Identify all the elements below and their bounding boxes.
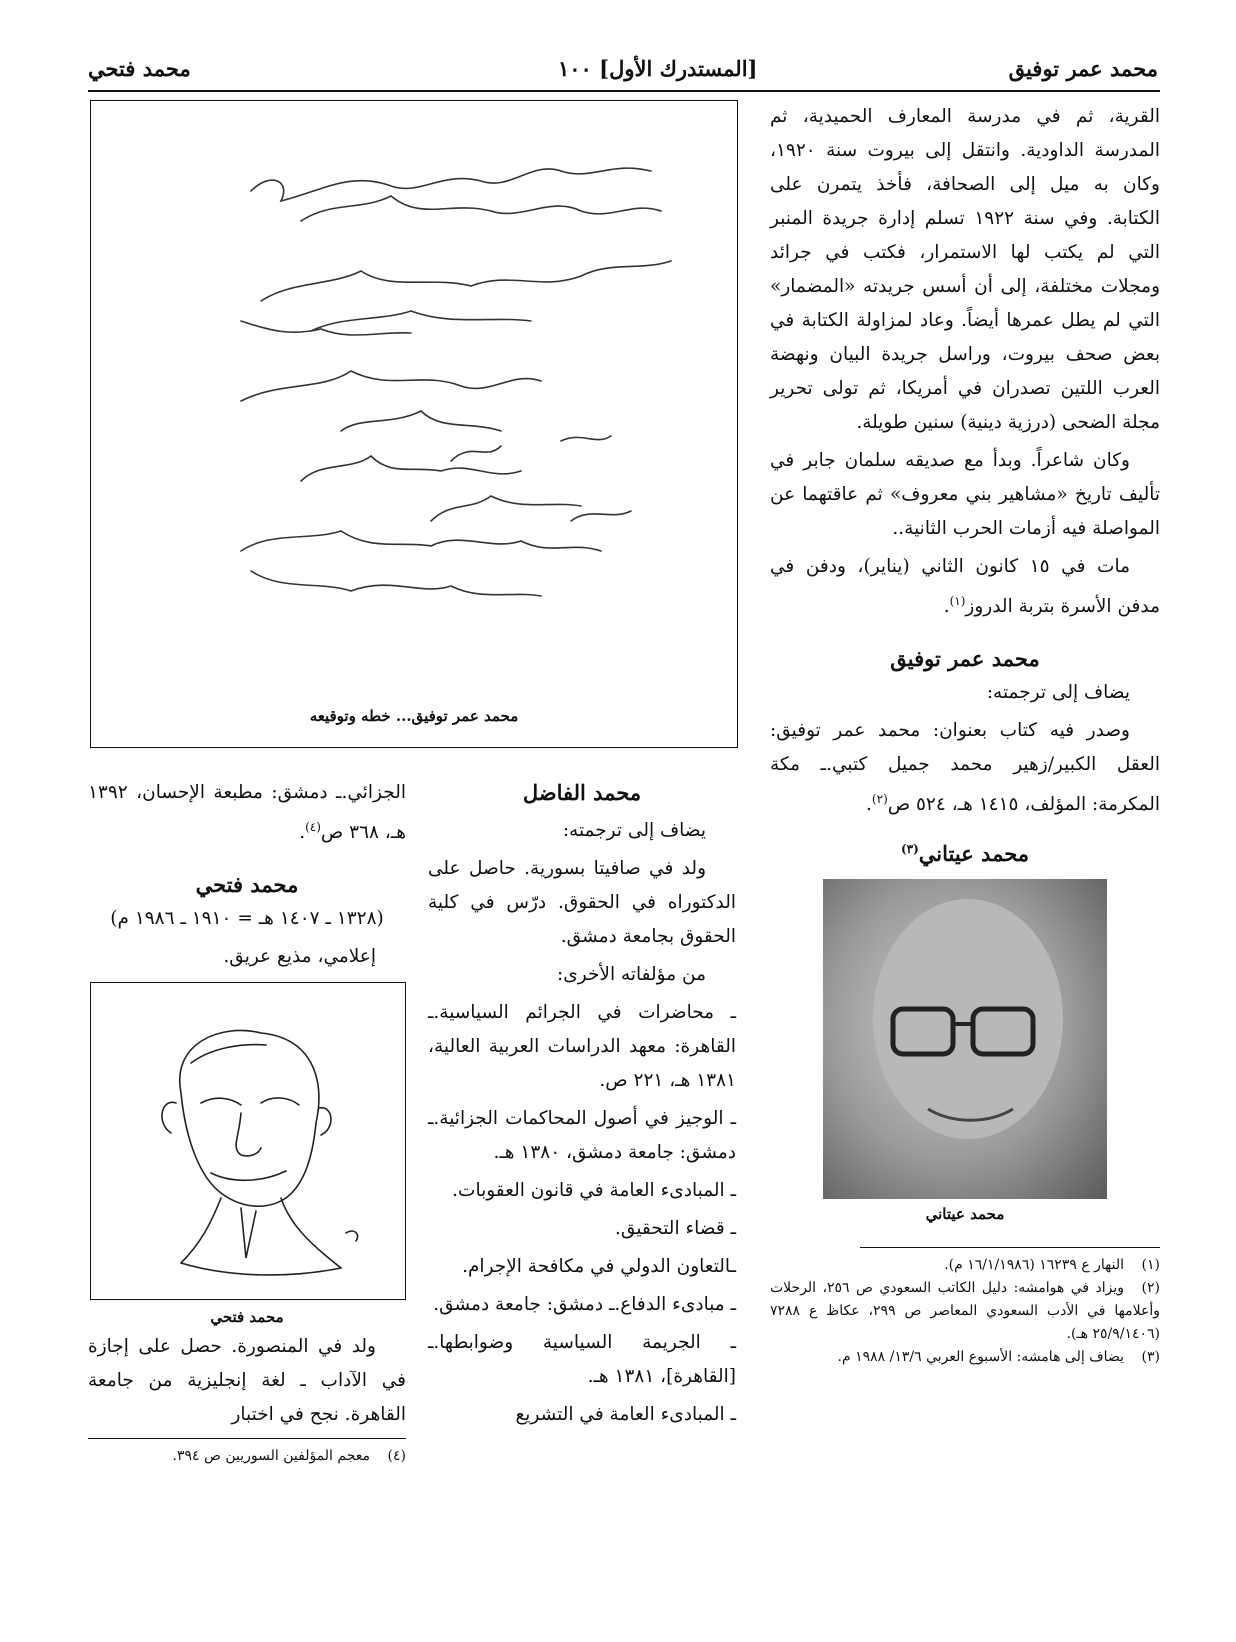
left-continuation: الجزائي.ـ دمشق: مطبعة الإحسان، ١٣٩٢ هـ، ٣٦٨ ص$^{(٤)}$.: [88, 782, 406, 844]
itani-photo-caption: محمد عيتاني: [925, 1205, 1005, 1224]
section-title-fadil: محمد الفاضل: [522, 780, 642, 805]
fadil-work-3: ـ المبادىء العامة في قانون العقوبات.: [452, 1180, 736, 1201]
right-column: [770, 100, 1160, 1369]
section-title-tawfiq: محمد عمر توفيق: [890, 646, 1040, 672]
footnote-ref-1: (١): [949, 594, 966, 608]
footnote-3: (٣)يضاف إلى هامشه: الأسبوع العربي ١٣/٦/ ١٩٨٨ م.: [837, 1349, 1160, 1366]
fathi-sketch-caption: محمد فتحي: [210, 1308, 284, 1327]
section-title-fathi: محمد فتحي: [195, 872, 299, 898]
fadil-work-4: ـ قضاء التحقيق.: [615, 1218, 736, 1239]
handwriting-caption: محمد عمر توفيق... خطه وتوقيعه: [309, 707, 519, 725]
header-volume-page: [المستدرك الأول] ١٠٠: [558, 56, 758, 81]
footnote-1: (١)النهار ع ١٦٢٣٩ (١٦/١/١٩٨٦ م).: [944, 1257, 1160, 1274]
left-column: [88, 776, 406, 1468]
page-header: [88, 56, 1158, 90]
itani-photo: [823, 879, 1107, 1199]
header-rule: [88, 90, 1160, 92]
fathi-dates: (١٣٢٨ ـ ١٤٠٧ هـ = ١٩١٠ ـ ١٩٨٦ م): [110, 908, 384, 930]
fadil-work-2: ـ الوجيز في أصول المحاكمات الجزائية.ـ دمشق: جامعة دمشق، ١٣٨٠ هـ.: [428, 1108, 736, 1163]
right-footnote-rule: [860, 1247, 1160, 1248]
header-left-name: محمد فتحي: [88, 56, 191, 81]
right-paragraph-1: القرية، ثم في مدرسة المعارف الحميدية، ثم المدرسة الداودية. وانتقل إلى بيروت سنة ١٩٢٠، وكان به ميل إلى الصحافة، فأخذ يتمرن على الكتابة. وفي سنة ١٩٢٢ تسلم إدارة جريدة المنبر التي لم يكتب لها الاستمرار، فكتب في جرائد ومجلات مختلفة، إلى أن أسس جريدته «المضمار» التي لم يطل عمرها أيضاً. وعاد لمزاولة الكتابة في بعض صحف بيروت، وراسل جريدة البيان ونهضة العرب اللتين تصدران في أمريكا، ثم تولى تحرير مجلة الضحى (درزية دينية) سنين طويلة.: [770, 106, 1160, 433]
fathi-role: إعلامي، مذيع عريق.: [223, 946, 376, 968]
footnote-ref-2: (٢): [871, 792, 888, 807]
fadil-work-8: ـ المبادىء العامة في التشريع: [515, 1404, 736, 1425]
right-paragraph-2: وكان شاعراً. وبدأ مع صديقه سلمان جابر في تأليف تاريخ «مشاهير بني معروف» ثم عاقتهما عن المواصلة فيه أزمات الحرب الثانية..: [770, 450, 1160, 539]
fadil-work-6: ـ مبادىء الدفاع.ـ دمشق: جامعة دمشق.: [433, 1294, 736, 1315]
footnote-4: (٤)معجم المؤلفين السوريين ص ٣٩٤.: [172, 1448, 406, 1465]
fadil-works-heading: من مؤلفاته الأخرى:: [557, 964, 706, 985]
right-paragraph-3: مات في ١٥ كانون الثاني (يناير)، ودفن في مدفن الأسرة بتربة الدروز$^{(١)}$.: [770, 556, 1160, 618]
fadil-work-7: ـ الجريمة السياسية وضوابطها.ـ [القاهرة]، ١٣٨١ هـ.: [428, 1332, 736, 1387]
footnote-ref-3: (٣): [900, 842, 919, 857]
middle-column: [428, 776, 736, 1436]
fadil-work-1: ـ محاضرات في الجرائم السياسية.ـ القاهرة: معهد الدراسات العربية العالية، ١٣٨١ هـ، ٢٢١ ص.: [428, 1002, 736, 1091]
header-right-name: محمد عمر توفيق: [1008, 56, 1158, 81]
fathi-bio: ولد في المنصورة. حصل على إجازة في الآداب ـ لغة إنجليزية من جامعة القاهرة. نجح في اختبار: [88, 1336, 406, 1426]
left-footnote-rule: [88, 1438, 406, 1439]
fadil-work-5: ـالتعاون الدولي في مكافحة الإجرام.: [462, 1256, 736, 1277]
section-title-itani: محمد عيتاني$^{(٣)}$: [900, 841, 1030, 867]
tawfiq-intro: يضاف إلى ترجمته:: [986, 682, 1130, 704]
fadil-bio: ولد في صافيتا بسورية. حاصل على الدكتوراه في الحقوق. درّس في كلية الحقوق بجامعة دمشق.: [428, 858, 736, 947]
footnote-ref-4: (٤): [305, 820, 321, 834]
tawfiq-paragraph: وصدر فيه كتاب بعنوان: محمد عمر توفيق: العقل الكبير/زهير محمد جميل كتبي.ـ مكة المكرمة: المؤلف، ١٤١٥ هـ، ٥٢٤ ص$^{(٢)}$.: [770, 720, 1160, 816]
fathi-sketch: [90, 982, 406, 1300]
fadil-intro: يضاف إلى ترجمته:: [562, 820, 706, 841]
handwriting-figure: [90, 100, 738, 748]
handwriting-image: [91, 101, 737, 747]
footnote-2: (٢)ويزاد في هوامشه: دليل الكاتب السعودي ص ٢٥٦، الرحلات وأعلامها في الأدب السعودي المعاصر ص ٢٩٩، عكاظ ع ٧٢٨٨ (٢٥/٩/١٤٠٦ هـ).: [770, 1280, 1160, 1343]
